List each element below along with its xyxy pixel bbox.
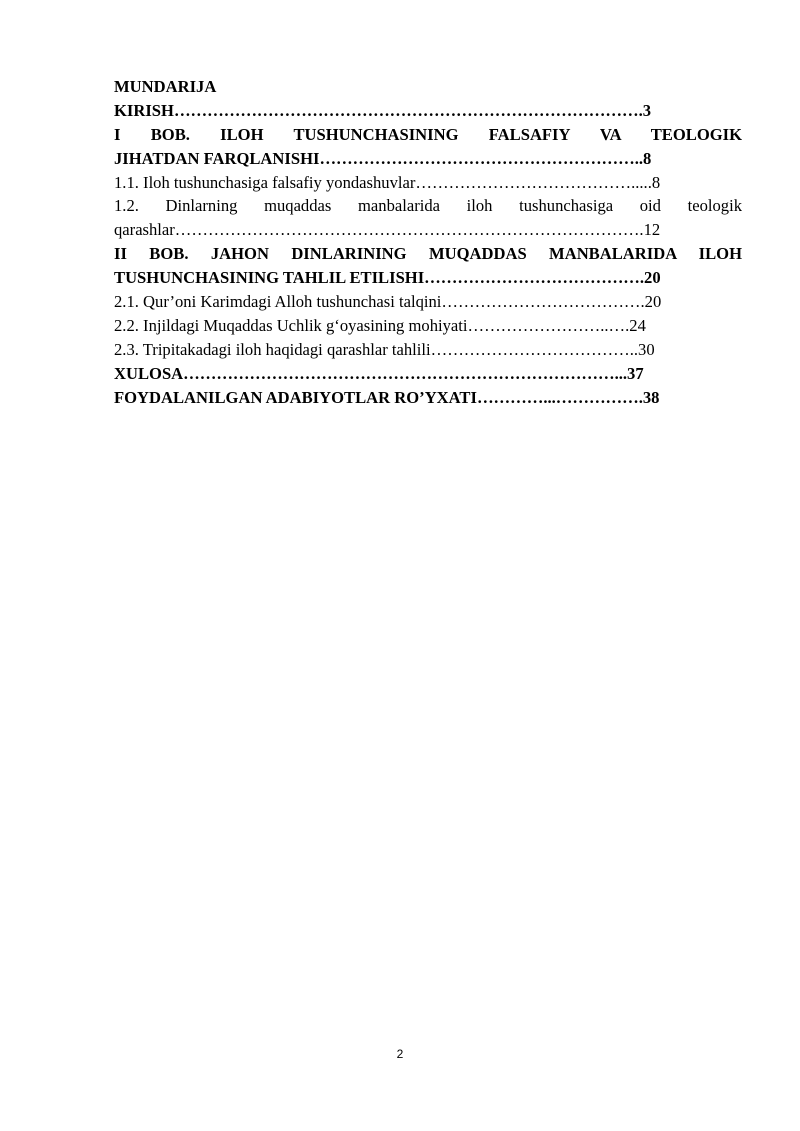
toc-entry-section-1-2-line-1: 1.2. Dinlarning muqaddas manbalarida iloh tushunchasiga oid teologik	[114, 196, 742, 216]
toc-entry-chapter-2-line-1: II BOB. JAHON DINLARINING MUQADDAS MANBALARIDA ILOH	[114, 244, 742, 264]
toc-entry-section-1-1: 1.1. Iloh tushunchasiga falsafiy yondashuvlar………………………………….....8	[114, 172, 661, 192]
toc-heading: MUNDARIJA	[114, 77, 217, 96]
toc-entry-chapter-1-line-1: I BOB. ILOH TUSHUNCHASINING FALSAFIY VA TEOLOGIK	[114, 124, 742, 144]
toc-entry-xulosa: XULOSA……………………………………………………………………...37	[114, 363, 644, 383]
toc-entry-chapter-1-line-2: JIHATDAN FARQLANISHI…………………………………………………..8	[114, 148, 652, 168]
table-of-contents	[114, 75, 742, 409]
toc-entry-chapter-2-line-2: TUSHUNCHASINING TAHLIL ETILISHI………………………………….20	[114, 268, 661, 288]
toc-entry-bibliography: FOYDALANILGAN ADABIYOTLAR RO’YXATI…………...…………….38	[114, 387, 660, 407]
page-number: 2	[396, 1047, 404, 1061]
toc-entry-section-1-2-line-2: qarashlar………………………………………………………………………….12	[114, 220, 661, 240]
toc-entry-section-2-1: 2.1. Qur’oni Karimdagi Alloh tushunchasi talqini……………………………….20	[114, 292, 662, 312]
toc-entry-kirish: KIRISH………………………………………………………………………….3	[114, 100, 652, 120]
toc-entry-section-2-2: 2.2. Injildagi Muqaddas Uchlik g‘oyasining mohiyati……………………..….24	[114, 315, 646, 335]
toc-entry-section-2-3: 2.3. Tripitakadagi iloh haqidagi qarashlar tahlili………………………………..30	[114, 339, 655, 359]
